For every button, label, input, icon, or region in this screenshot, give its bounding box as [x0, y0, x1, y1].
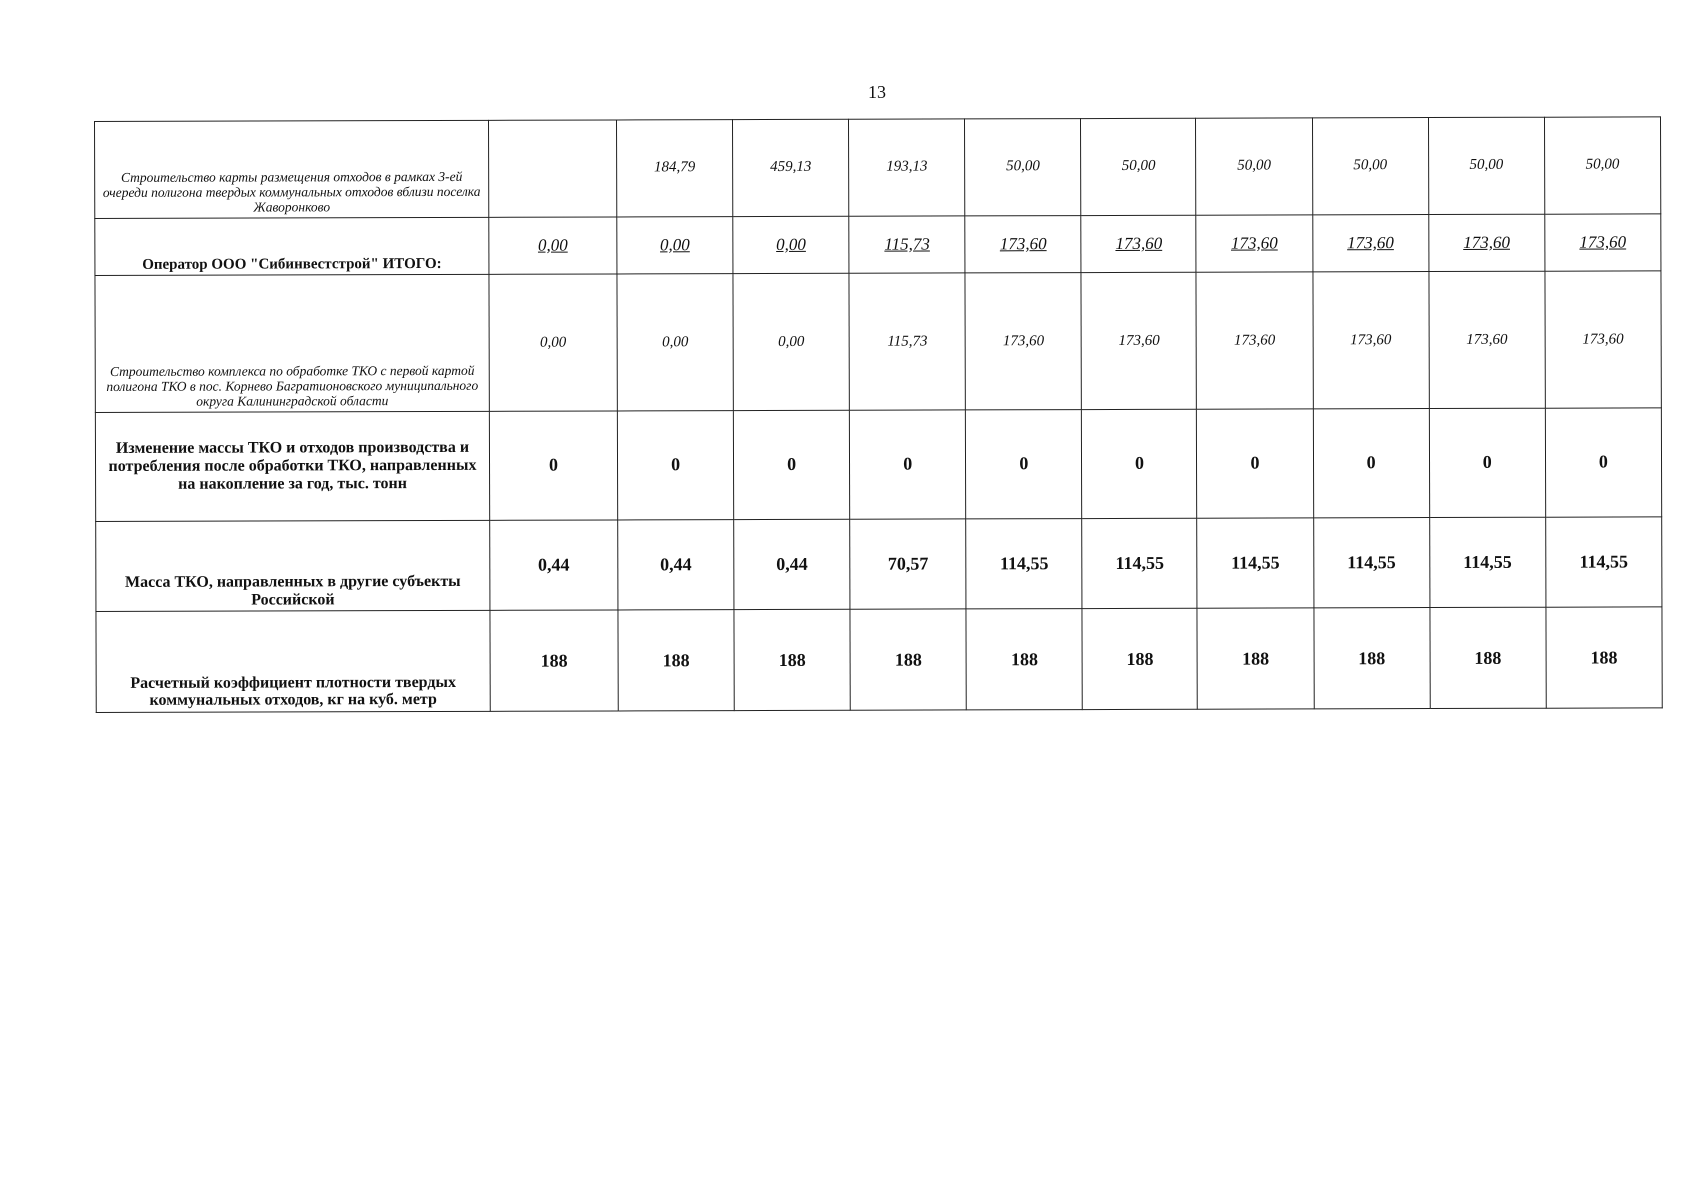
table-row: [95, 213, 1661, 275]
table-cell: 173,60: [1428, 214, 1544, 272]
row-label-operator-total: Оператор ООО "Сибинвестстрой" ИТОГО:: [95, 217, 489, 276]
table-cell: 115,73: [849, 273, 966, 410]
table-cell: 173,60: [965, 273, 1082, 410]
table-cell: 114,55: [1082, 518, 1197, 609]
table-cell: 0: [850, 410, 966, 519]
table-cell: 50,00: [1312, 118, 1428, 215]
row-label-landfill-zhavoronkovo: Строительство карты размещения отходов в рамках 3-ей очереди полигона твердых коммунальных отходов вблизи поселка Жаворонково: [95, 120, 489, 218]
table-cell: 173,60: [965, 215, 1081, 273]
table-cell: 188: [1082, 608, 1197, 709]
table-cell: 0,00: [733, 273, 850, 410]
table-cell: 173,60: [1081, 272, 1196, 409]
table-cell: 188: [1430, 607, 1546, 708]
table-cell: 188: [1546, 607, 1663, 708]
table-cell: 114,55: [1545, 517, 1661, 608]
table-cell: 70,57: [850, 519, 966, 610]
table-cell: 0: [733, 410, 849, 519]
table-row: [96, 517, 1662, 612]
table-cell: 50,00: [1428, 117, 1544, 214]
table-cell: 0,44: [734, 519, 850, 610]
table-cell: 173,60: [1545, 213, 1661, 271]
row-label-korneva-complex: Строительство комплекса по обработке ТКО с первой картой полигона ТКО в пос. Корнево Багратионовского муниципального округа Калининградской области: [95, 274, 489, 412]
table-cell: 188: [966, 609, 1082, 710]
table-cell: 173,60: [1312, 214, 1428, 272]
table-cell: 114,55: [966, 518, 1082, 609]
table-row: [96, 607, 1662, 712]
table-cell: 0,44: [618, 519, 734, 610]
table-cell: [488, 120, 616, 217]
table-cell: 0,00: [617, 274, 734, 411]
table-cell: 0: [489, 411, 617, 520]
table-cell: 0: [1313, 408, 1429, 517]
row-label-mass-other-regions: Масса ТКО, направленных в другие субъекты Российской: [96, 520, 490, 612]
table-cell: 184,79: [616, 120, 732, 217]
table-cell: 0,00: [489, 274, 617, 411]
table-cell: 0: [1545, 408, 1662, 517]
table-cell: 0: [617, 410, 733, 519]
table-cell: 173,60: [1081, 215, 1196, 273]
table-cell: 188: [734, 609, 850, 710]
table-cell: 0,00: [733, 216, 849, 274]
table-sheet: [94, 116, 1663, 713]
table-cell: 50,00: [1081, 118, 1196, 215]
data-table: [94, 116, 1663, 713]
table-cell: 115,73: [849, 216, 965, 274]
table-cell: 173,60: [1545, 271, 1662, 408]
row-label-density-coefficient: Расчетный коэффициент плотности твердых коммунальных отходов, кг на куб. метр: [96, 611, 490, 713]
table-cell: 173,60: [1313, 272, 1430, 409]
table-cell: 50,00: [1196, 118, 1312, 215]
table-row: [95, 271, 1661, 412]
table-row: [95, 117, 1661, 218]
table-cell: 188: [618, 610, 734, 711]
table-cell: 0,00: [617, 216, 733, 274]
table-cell: 114,55: [1197, 518, 1313, 609]
table-cell: 188: [1197, 608, 1313, 709]
row-label-mass-change: Изменение массы ТКО и отходов производства и потребления после обработки ТКО, направленных на накопление за год, тыс. тонн: [95, 411, 489, 521]
table-cell: 0: [1429, 408, 1545, 517]
table-cell: 459,13: [733, 119, 849, 216]
table-cell: 0,44: [490, 520, 618, 611]
table-cell: 173,60: [1196, 214, 1312, 272]
table-cell: 173,60: [1196, 272, 1313, 409]
table-cell: 173,60: [1429, 271, 1546, 408]
table-cell: 50,00: [965, 119, 1081, 216]
table-cell: 188: [490, 610, 618, 711]
page-number: 13: [868, 82, 886, 102]
table-cell: 188: [1314, 608, 1430, 709]
table-cell: 188: [850, 609, 966, 710]
table-cell: 114,55: [1429, 517, 1545, 608]
table-cell: 193,13: [849, 119, 965, 216]
table-row: [95, 408, 1661, 522]
table-cell: 0: [966, 409, 1082, 518]
table-cell: 50,00: [1544, 117, 1661, 214]
table-cell: 0: [1082, 409, 1197, 518]
table-cell: 0,00: [489, 217, 617, 275]
table-cell: 0: [1197, 409, 1313, 518]
table-cell: 114,55: [1313, 517, 1429, 608]
